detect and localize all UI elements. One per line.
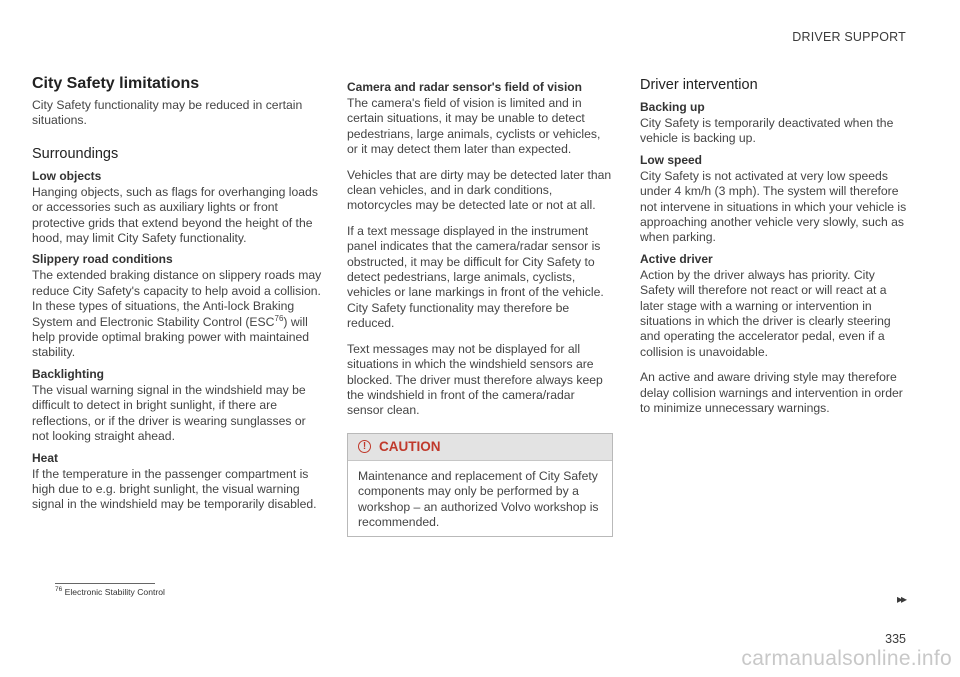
driver-intervention-heading: Driver intervention bbox=[640, 77, 758, 93]
footnote bbox=[55, 587, 165, 597]
closing-paragraph: An active and aware driving style may therefore delay collision warnings and intervention in order to minimize unnecessary warnings. bbox=[640, 370, 903, 416]
caution-box bbox=[347, 433, 613, 538]
heat-heading: Heat bbox=[32, 450, 59, 465]
fov-paragraph-3: If a text message displayed in the instrument panel indicates that the camera/radar sensor is obstructed, it may be difficult for City Safety to detect pedestrians, large animals, cyclists, vehicles or lane markings in front of the vehicle. City Safety functionality may therefore be reduced. bbox=[347, 223, 604, 331]
caution-header bbox=[348, 434, 612, 461]
footnote-divider bbox=[55, 583, 155, 584]
fov-paragraph-4: Text messages may not be displayed for all situations in which the windshield sensors are blocked. The driver must therefore always keep the windshield in front of the camera/radar sensor clean. bbox=[347, 341, 603, 418]
slippery-heading: Slippery road conditions bbox=[32, 252, 173, 267]
slippery-text-b: ) will help provide optimal braking power with maintained stability. bbox=[32, 314, 310, 360]
slippery-paragraph bbox=[32, 268, 324, 360]
page-title: City Safety limitations bbox=[32, 75, 200, 92]
backing-up-paragraph: City Safety is temporarily deactivated when the vehicle is backing up. bbox=[640, 116, 894, 146]
next-page-arrow-icon[interactable]: ▸▸ bbox=[896, 592, 905, 606]
backlighting-heading: Backlighting bbox=[32, 366, 105, 381]
backing-up-heading: Backing up bbox=[640, 100, 705, 114]
footnote-ref: 76 bbox=[274, 313, 284, 323]
fov-paragraph-2: Vehicles that are dirty may be detected later than clean vehicles, and in dark conditions, motorcycles may be detected late or not at all. bbox=[347, 167, 612, 213]
low-speed-paragraph: City Safety is not activated at very low speeds under 4 km/h (3 mph). The system will therefore not intervene in situations in which your vehicle is approaching another vehicle very slowly, such as when parking. bbox=[640, 168, 907, 245]
column-right bbox=[640, 74, 910, 427]
intro-paragraph: City Safety functionality may be reduced in certain situations. bbox=[32, 98, 303, 128]
low-objects-paragraph: Hanging objects, such as flags for overhanging loads or accessories such as auxiliary lights or front protective grids that extend beyond the height of the hood, may limit City Safety functionality. bbox=[32, 184, 318, 246]
column-left bbox=[32, 74, 324, 519]
fov-heading: Camera and radar sensor's field of vision bbox=[347, 80, 582, 94]
page-number: 335 bbox=[885, 632, 906, 646]
low-speed-heading: Low speed bbox=[640, 152, 703, 167]
active-driver-paragraph: Action by the driver always has priority. City Safety will therefore not react or will react at a later stage with a warning or intervention in situations in which the driver is clearly steering and operating the accelerator pedal, even if a collision is unavoidable. bbox=[640, 267, 891, 359]
caution-title: CAUTION bbox=[379, 439, 441, 455]
column-middle bbox=[347, 74, 613, 537]
slippery-text-a: The extended braking distance on slippery roads may reduce City Safety's capacity to help avoid a collision. In these types of situations, the Anti-lock Braking System and Electronic Stability Control (ESC bbox=[32, 268, 322, 329]
footnote-text: Electronic Stability Control bbox=[64, 587, 165, 597]
surroundings-heading: Surroundings bbox=[32, 145, 119, 162]
active-driver-heading: Active driver bbox=[640, 251, 713, 266]
footnote-number: 76 bbox=[55, 586, 63, 594]
heat-paragraph: If the temperature in the passenger compartment is high due to e.g. bright sunlight, the visual warning signal in the windshield may be temporarily disabled. bbox=[32, 466, 317, 512]
watermark: carmanualsonline.info bbox=[741, 647, 952, 670]
fov-paragraph-1: The camera's field of vision is limited and in certain situations, it may be unable to detect pedestrians, large animals, cyclists or vehicles, or it may detect them later than expected. bbox=[347, 96, 601, 157]
caution-body bbox=[348, 461, 612, 537]
warning-icon: ! bbox=[358, 440, 371, 453]
section-header: DRIVER SUPPORT bbox=[792, 30, 906, 44]
low-objects-heading: Low objects bbox=[32, 168, 102, 183]
caution-text: Maintenance and replacement of City Safety components may only be performed by a workshop – an authorized Volvo workshop is recommended. bbox=[358, 468, 599, 529]
backlighting-paragraph: The visual warning signal in the windshield may be difficult to detect in bright sunlight, if there are reflections, or if the driver is wearing sunglasses or not looking straight ahead. bbox=[32, 382, 306, 444]
